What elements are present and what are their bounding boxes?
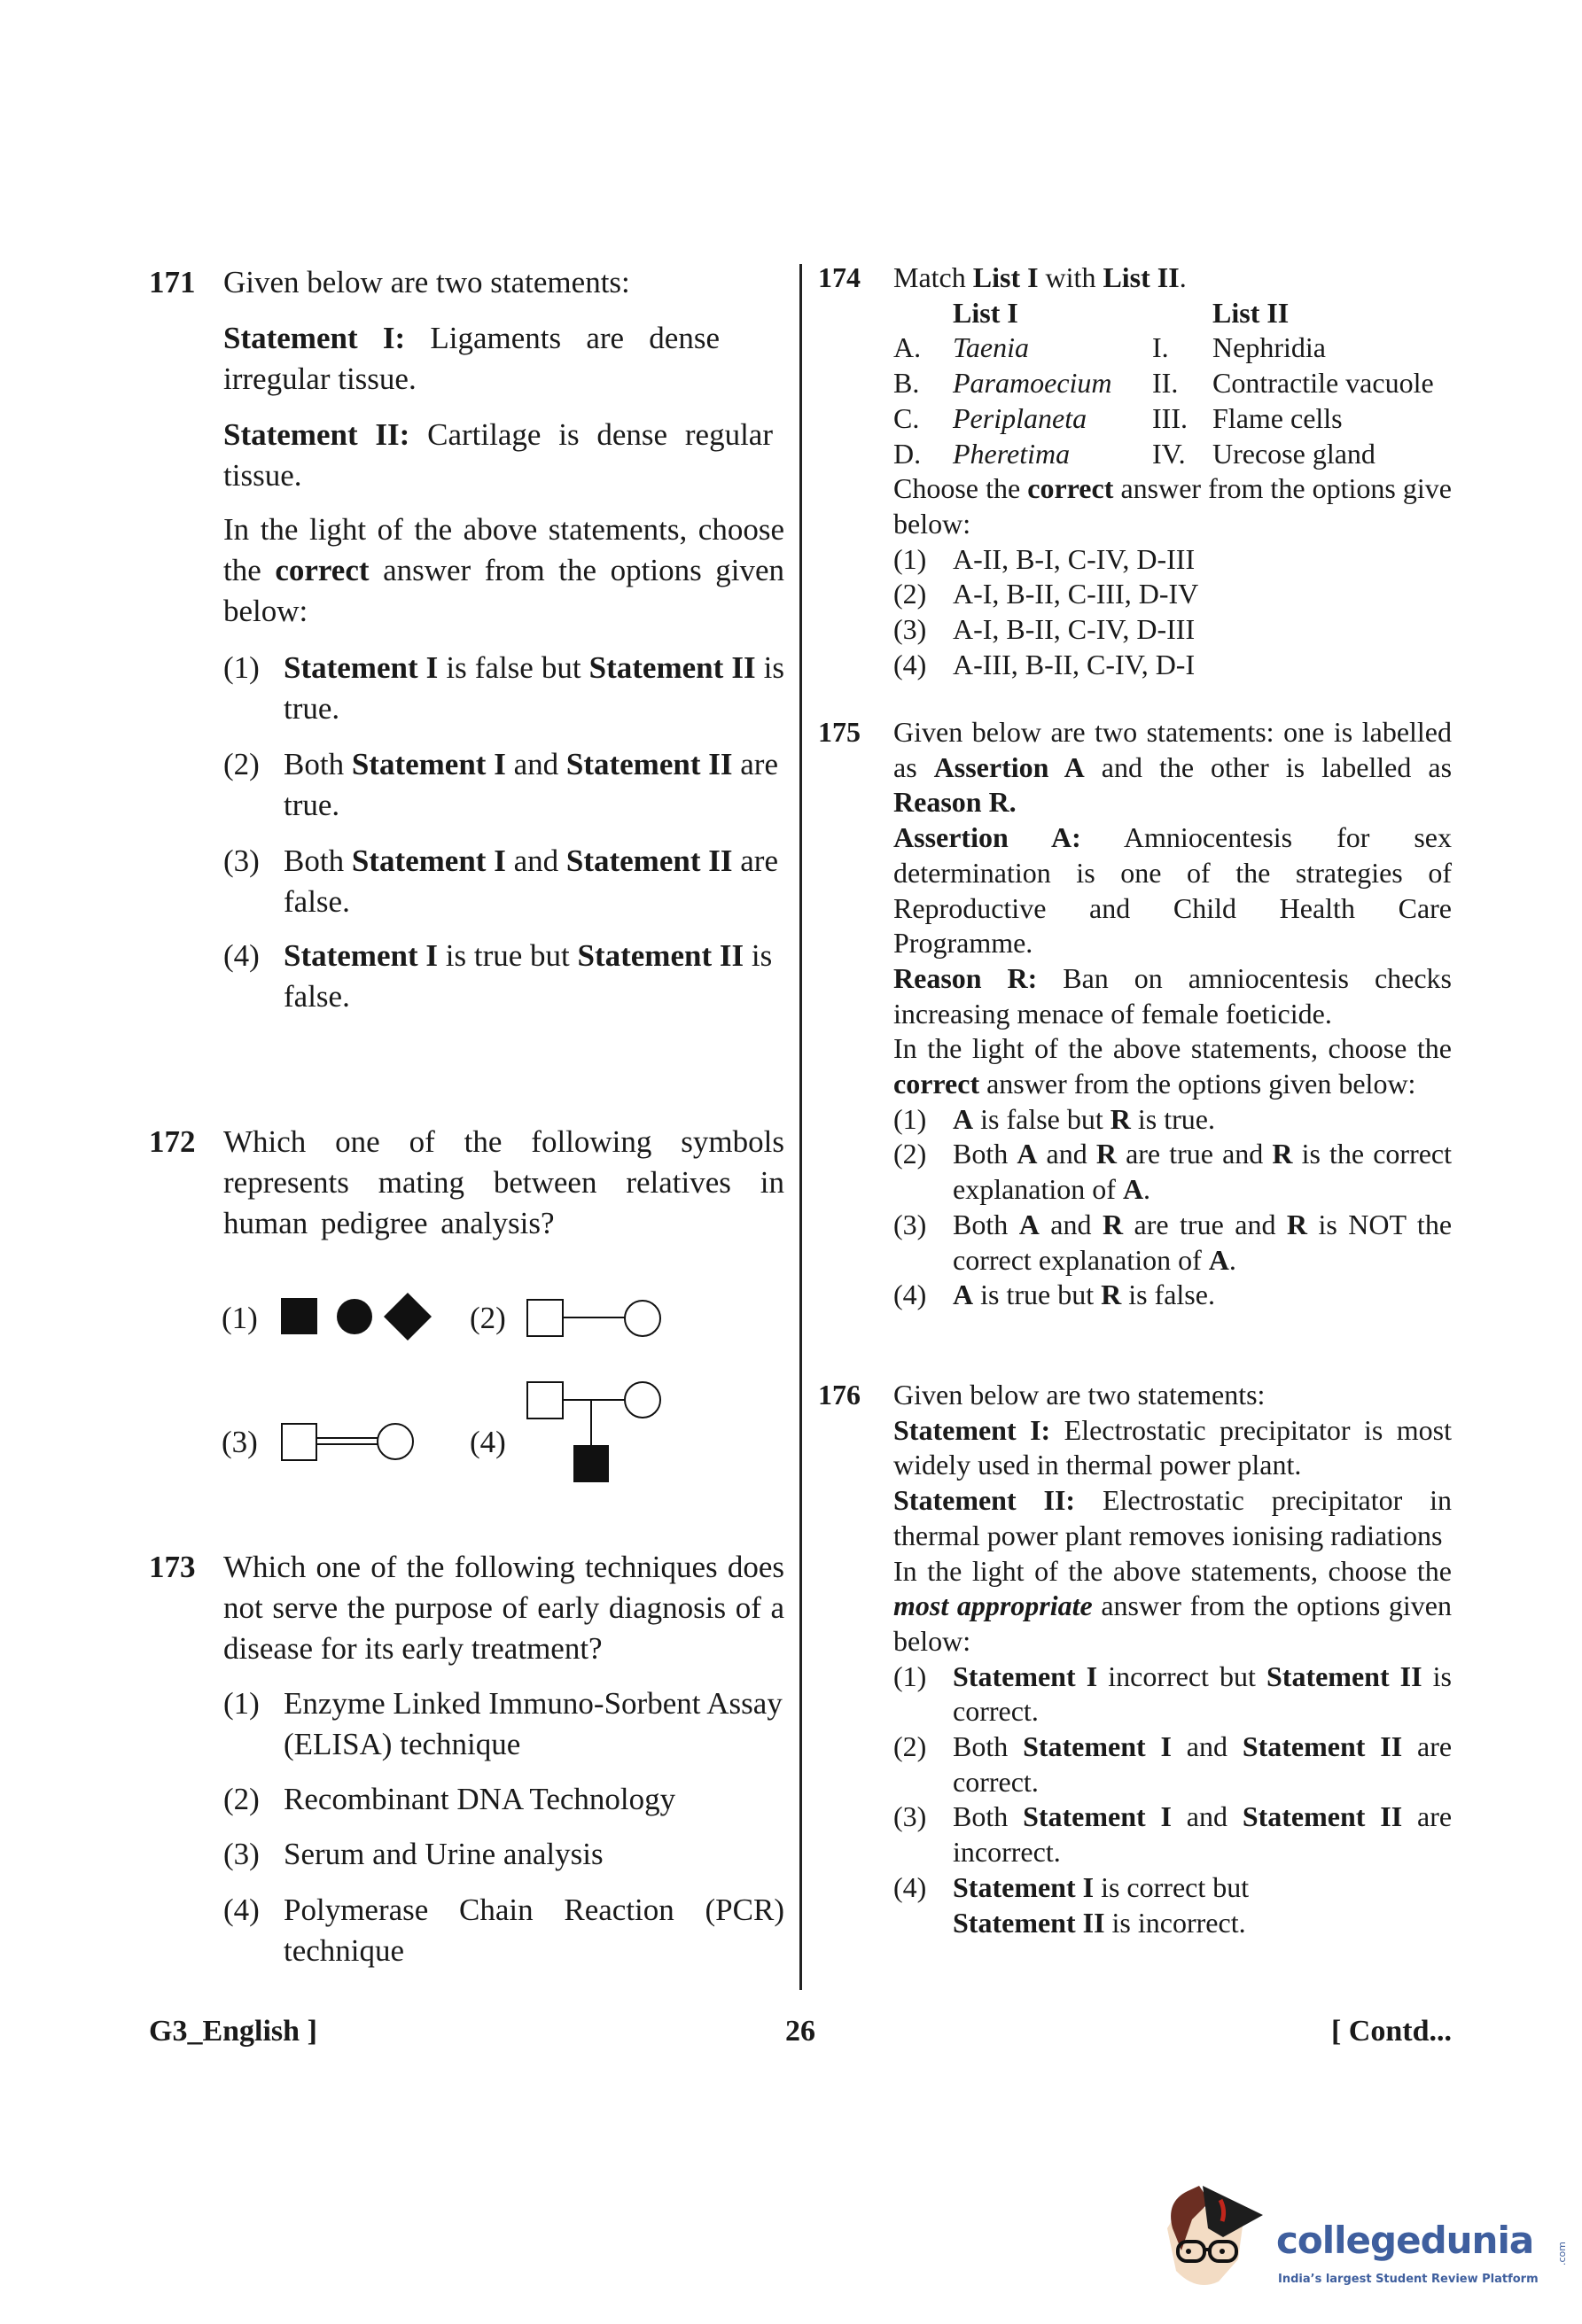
question-number: 172 [149, 1124, 196, 1159]
text-run: is true. [1130, 1102, 1215, 1135]
text-run: Both [284, 843, 352, 878]
emphasis-run: A [1018, 1208, 1040, 1240]
question-intro [223, 262, 784, 303]
option-2[interactable] [893, 577, 1452, 612]
row-key: B. [893, 367, 920, 400]
emphasis-run: Assertion A: [893, 821, 1081, 854]
emphasis-run: Statement II [953, 1906, 1105, 1939]
emphasis-run: Statement I [1023, 1730, 1172, 1763]
question-text [223, 1547, 784, 1669]
emphasis-run: Statement II [588, 650, 756, 685]
text-run: Amniocentesis for sex determination is one of the strategies of Reproductive and Child Health Care Programme. [893, 821, 1453, 960]
affected-male-icon [574, 1446, 608, 1481]
option-text [953, 1871, 1249, 1939]
option-4[interactable] [223, 936, 784, 1122]
statement-2 [223, 415, 773, 509]
table-row [893, 401, 1434, 437]
pedigree-options [213, 1244, 709, 1492]
option-number: (4) [223, 1893, 260, 1927]
question-number: 175 [818, 716, 861, 748]
table-row [893, 330, 1434, 366]
option-text [953, 1209, 1452, 1276]
emphasis-run: List I [972, 261, 1039, 293]
text-run: Given below are two statements: [893, 1379, 1266, 1411]
male-icon [527, 1300, 563, 1336]
option-4[interactable] [893, 1278, 1452, 1313]
paper-code: G3_English ] [149, 2015, 317, 2048]
text-run: . [1179, 261, 1187, 293]
emphasis-run: Statement II [1266, 1659, 1422, 1692]
option-label-3: (3) [222, 1425, 258, 1459]
text-run: is true but [438, 938, 578, 973]
emphasis-run: Statement II [577, 938, 744, 973]
option-number: (1) [223, 650, 260, 685]
option-text [284, 1686, 783, 1761]
emphasis-run: Statement I [284, 650, 439, 685]
page-number: 26 [785, 2015, 815, 2048]
emphasis-run: Statement I [351, 843, 506, 878]
question-176 [818, 1378, 1452, 1940]
row-key: C. [893, 401, 920, 434]
row-roman: IV. [1152, 437, 1186, 470]
option-4[interactable] [893, 1870, 1452, 1940]
text-run: In the light of the above statements, choose the [893, 1554, 1452, 1587]
emphasis-run: R [1272, 1138, 1293, 1170]
emphasis-run: Statement I [351, 747, 506, 781]
options-173 [223, 1683, 784, 1971]
option-text [284, 1837, 604, 1871]
option-text [284, 938, 772, 1014]
text-run: Given below are two statements: [223, 265, 630, 299]
option-4[interactable] [893, 648, 1452, 683]
option-text [953, 613, 1195, 645]
option-number: (4) [893, 1279, 927, 1311]
emphasis-run: R [1101, 1279, 1122, 1311]
statement-2 [893, 1483, 1452, 1553]
student-mascot-icon [1157, 2166, 1267, 2299]
text-run: is false but [438, 650, 589, 685]
text-run: Both [953, 1208, 1019, 1240]
emphasis-run: R [1102, 1208, 1124, 1240]
left-column [149, 262, 784, 1971]
emphasis-run: A [1122, 1173, 1144, 1206]
option-text [284, 1782, 675, 1816]
question-text [893, 715, 1452, 820]
text-run: Choose the [893, 472, 1028, 505]
text-run: answer from the options given below: [223, 553, 784, 628]
option-number: (3) [893, 1208, 927, 1240]
option-number: (3) [893, 1800, 927, 1833]
option-label-4: (4) [470, 1425, 506, 1459]
text-run: Both [953, 1730, 1024, 1763]
option-1[interactable] [893, 542, 1452, 578]
emphasis-run: Statement I: [893, 1413, 1051, 1446]
text-run: is correct. [953, 1659, 1453, 1728]
affected-female-icon [337, 1299, 372, 1334]
emphasis-run: Statement II [1242, 1800, 1403, 1833]
option-text [953, 1103, 1215, 1135]
emphasis-run: A [1208, 1243, 1229, 1276]
list-1-item: Paramoecium [953, 367, 1112, 400]
options-171 [223, 648, 784, 1122]
question-text [893, 260, 1452, 296]
option-text [953, 1660, 1452, 1728]
table-row [893, 366, 1434, 401]
text-run: answer from the options given below: [893, 1589, 1453, 1657]
emphasis-run: List II [1103, 261, 1180, 293]
question-number: 176 [818, 1379, 861, 1411]
list-2-item: Nephridia [1212, 331, 1326, 364]
option-number: (1) [893, 1659, 927, 1692]
option-number: (4) [893, 648, 927, 680]
row-key: D. [893, 437, 922, 470]
logo-tagline: India’s largest Student Review Platform [1278, 2273, 1539, 2286]
text-run: are false. [284, 843, 778, 919]
option-text [284, 747, 778, 822]
text-run: Both [953, 1800, 1024, 1833]
option-text [284, 1893, 784, 1968]
text-run: with [1038, 261, 1103, 293]
question-prompt [893, 471, 1452, 541]
question-prompt [893, 1554, 1452, 1659]
text-run: Recombinant DNA Technology [284, 1782, 676, 1816]
option-4-offspring[interactable] [527, 1382, 660, 1481]
female-icon [625, 1301, 660, 1336]
option-1[interactable] [893, 1102, 1452, 1138]
logo-suffix: .com [1556, 2242, 1568, 2266]
emphasis-run: R [1286, 1208, 1308, 1240]
text-run: Both [953, 1138, 1017, 1170]
option-text [953, 578, 1198, 610]
option-text [953, 649, 1195, 680]
text-run: Which one of the following techniques does not serve the purpose of early diagnosis of a disease for its early treatment? [223, 1550, 784, 1666]
emphasis-run: Assertion A [933, 750, 1085, 783]
option-2-mating[interactable] [527, 1300, 660, 1336]
continued-label: [ Contd... [1330, 2015, 1452, 2048]
text-run: Both [284, 747, 352, 781]
text-run: is correct but [1094, 1870, 1250, 1903]
text-run: is false. [1121, 1279, 1215, 1311]
text-run: Electrostatic precipitator is most widely used in thermal power plant. [893, 1413, 1453, 1481]
list-2-item: Contractile vacuole [1212, 367, 1434, 400]
emphasis-run: Statement II: [223, 417, 410, 452]
option-number: (3) [893, 613, 927, 646]
text-run: In the light of the above statements, choose the [893, 1032, 1452, 1065]
emphasis-run: A [1017, 1138, 1038, 1170]
text-run: Serum and Urine analysis [284, 1837, 604, 1871]
emphasis-run: Statement I [953, 1870, 1095, 1903]
option-2[interactable] [893, 1137, 1452, 1207]
list-2-header: List II [1212, 296, 1290, 329]
question-prompt [893, 1031, 1452, 1101]
option-text [953, 543, 1195, 575]
text-run: are incorrect. [953, 1800, 1453, 1869]
text-run: and [1039, 1208, 1103, 1240]
text-run: are true. [284, 747, 778, 822]
option-3[interactable] [223, 841, 784, 936]
option-text [953, 1279, 1215, 1310]
option-text [284, 843, 778, 919]
emphasis-run: Statement II [1242, 1730, 1403, 1763]
emphasis-run: correct [275, 553, 370, 587]
text-run: incorrect but [1097, 1659, 1266, 1692]
emphasis-run: Statement I [953, 1659, 1098, 1692]
collegedunia-logo [1157, 2166, 1578, 2312]
text-run: Cartilage is dense regular tissue. [223, 417, 773, 493]
question-173 [149, 1547, 784, 1683]
list-1-item: Periplaneta [953, 401, 1087, 434]
option-1[interactable] [223, 648, 784, 744]
option-number: (3) [223, 1837, 260, 1871]
list-1-item: Taenia [953, 331, 1029, 364]
option-number: (3) [223, 843, 260, 878]
row-roman: II. [1152, 367, 1179, 400]
text-run: and [1037, 1138, 1096, 1170]
option-1[interactable] [893, 1659, 1452, 1729]
text-run: and [505, 843, 566, 878]
text-run: A-I, B-II, C-IV, D-III [953, 613, 1196, 646]
option-3[interactable] [223, 1834, 784, 1890]
option-3[interactable] [893, 612, 1452, 648]
text-run: and [1171, 1730, 1243, 1763]
option-number: (2) [223, 747, 260, 781]
text-run: A-I, B-II, C-III, D-IV [953, 578, 1199, 610]
text-run: and [505, 747, 566, 781]
option-1[interactable] [223, 1683, 784, 1779]
text-run: Enzyme Linked Immuno-Sorbent Assay (ELISA) technique [284, 1686, 783, 1761]
text-run: is false but [973, 1102, 1111, 1135]
text-run: is incorrect. [1104, 1906, 1246, 1939]
row-key: A. [893, 331, 922, 364]
text-run: . [1143, 1173, 1151, 1206]
text-run: is true. [284, 650, 784, 726]
text-run: and [1171, 1800, 1243, 1833]
emphasis-run: Statement II [565, 747, 733, 781]
text-run: are true and [1116, 1138, 1273, 1170]
text-run: are true and [1123, 1208, 1287, 1240]
option-number: (4) [893, 1870, 927, 1903]
option-number: (2) [893, 578, 927, 610]
option-text [953, 1138, 1452, 1205]
emphasis-run: A [953, 1279, 974, 1311]
text-run: is the correct explanation of [953, 1138, 1453, 1206]
option-text [953, 1730, 1452, 1798]
option-3-consanguineous-mating[interactable] [282, 1424, 413, 1460]
list-2-item: Urecose gland [1212, 437, 1375, 470]
text-run: Ban on amniocentesis checks increasing menace of female foeticide. [893, 961, 1453, 1030]
option-number: (2) [223, 1782, 260, 1816]
text-run: Match [893, 261, 973, 293]
statement-1 [893, 1413, 1452, 1483]
question-prompt [223, 509, 784, 648]
question-number: 171 [149, 265, 196, 299]
text-run: Polymerase Chain Reaction (PCR) technique [284, 1893, 784, 1968]
question-number: 174 [818, 261, 861, 293]
question-number: 173 [149, 1550, 196, 1584]
logo-wordmark: collegedunia [1276, 2219, 1534, 2262]
text-run: . [1228, 1243, 1236, 1276]
text-run: Electrostatic precipitator in thermal power plant removes ionising radiations [893, 1484, 1453, 1551]
assertion [893, 820, 1452, 961]
option-1-symbols[interactable] [281, 1293, 432, 1341]
text-run: is true but [973, 1279, 1102, 1311]
option-number: (2) [893, 1138, 927, 1170]
text-run: Ligaments are dense irregular tissue. [223, 321, 720, 396]
option-number: (1) [223, 1686, 260, 1721]
option-text [284, 650, 784, 726]
female-icon [378, 1424, 413, 1459]
emphasis-run: Statement I [1023, 1800, 1172, 1833]
affected-unknown-sex-icon [384, 1293, 432, 1341]
option-number: (4) [223, 938, 260, 973]
female-icon [625, 1382, 660, 1418]
male-icon [282, 1424, 316, 1460]
list-1-item: Pheretima [953, 437, 1071, 470]
emphasis-run: Statement II: [893, 1484, 1076, 1517]
text-run: Given below are two statements: one is labelled as [893, 716, 1452, 783]
emphasis-run: Statement I: [223, 321, 406, 355]
option-3[interactable] [893, 1799, 1452, 1869]
option-3[interactable] [893, 1208, 1452, 1278]
option-label-1: (1) [222, 1301, 258, 1335]
question-171 [149, 262, 784, 318]
text-run: In the light of the above statements, choose the [223, 512, 784, 587]
emphasis-run: A [953, 1102, 974, 1135]
emphasis-run: Statement I [284, 938, 438, 973]
emphasis-run: correct [893, 1068, 980, 1100]
option-number: (2) [893, 1730, 927, 1763]
option-2[interactable] [223, 744, 784, 841]
table-row [893, 437, 1434, 472]
right-column [818, 260, 1452, 1940]
text-run: A-III, B-II, C-IV, D-I [953, 648, 1196, 680]
emphasis-run: correct [1027, 472, 1114, 505]
emphasis-run: Reason R. [893, 786, 1017, 819]
text-run: is false. [284, 938, 773, 1014]
text-run: is NOT the correct explanation of [953, 1208, 1453, 1276]
text-run: A-II, B-I, C-IV, D-III [953, 542, 1196, 575]
option-text [953, 1800, 1452, 1868]
text-run: answer from the options given below: [979, 1068, 1416, 1100]
list-2-item: Flame cells [1212, 401, 1343, 434]
question-172 [149, 1122, 784, 1244]
option-number: (1) [893, 542, 927, 575]
text-run: and the other is labelled as [1084, 750, 1453, 783]
male-icon [527, 1382, 563, 1418]
emphasis-run: R [1095, 1138, 1117, 1170]
column-divider [799, 264, 802, 1990]
text-run: answer from the options give below: [893, 472, 1453, 540]
question-175 [818, 715, 1452, 1378]
question-intro [893, 1378, 1452, 1413]
list-1-header: List I [953, 296, 1018, 329]
option-2[interactable] [223, 1779, 784, 1834]
affected-male-icon [281, 1298, 317, 1334]
pedigree-options-wrap [213, 1244, 784, 1547]
text-run: are correct. [953, 1730, 1453, 1798]
emphasis-run: R [1110, 1102, 1131, 1135]
match-lists-table [893, 296, 1434, 472]
emphasis-run: Statement II [565, 843, 733, 878]
option-2[interactable] [893, 1729, 1452, 1799]
emphasis-run: most appropriate [893, 1589, 1093, 1622]
text-run: Which one of the following symbols represents mating between relatives in human pedigree analysis? [223, 1124, 784, 1240]
row-roman: III. [1152, 401, 1188, 434]
table-header [893, 296, 1434, 331]
statement-1 [223, 318, 720, 415]
option-number: (1) [893, 1102, 927, 1135]
option-label-2: (2) [470, 1301, 506, 1335]
question-174 [818, 260, 1452, 715]
option-4[interactable] [223, 1890, 784, 1971]
row-roman: I. [1152, 331, 1169, 364]
question-text [223, 1122, 784, 1244]
emphasis-run: Reason R: [893, 961, 1038, 994]
reason [893, 961, 1452, 1031]
